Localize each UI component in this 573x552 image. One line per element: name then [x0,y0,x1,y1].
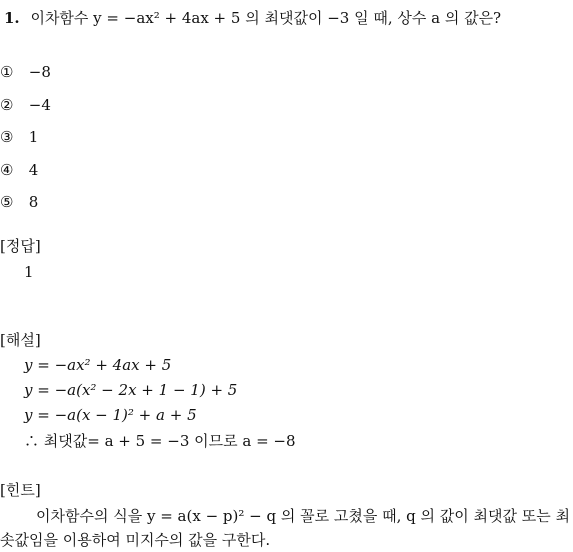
choice-5[interactable] [0,192,38,212]
explanation-label: [해설] [0,331,41,349]
choice-marker: ② [0,96,14,114]
choice-marker: ① [0,63,14,81]
question [4,8,501,28]
explanation-line: y = −ax² + 4ax + 5 [24,356,172,374]
choice-4[interactable] [0,160,38,180]
answer-value: 1 [24,263,34,281]
choice-value: −4 [28,96,51,114]
choice-value: 1 [28,128,39,146]
choice-marker: ④ [0,161,14,179]
choice-value: −8 [28,63,51,81]
choice-value: 4 [28,161,39,179]
hint-text-block [0,504,573,552]
choice-marker: ⑤ [0,193,14,211]
choice-2[interactable] [0,95,51,115]
choice-value: 8 [28,193,39,211]
explanation-line: y = −a(x² − 2x + 1 − 1) + 5 [24,381,238,399]
hint-label: [힌트] [0,481,41,499]
explanation-line: y = −a(x − 1)² + a + 5 [24,406,197,424]
question-text: 이차함수 y = −ax² + 4ax + 5 의 최댓값이 −3 일 때, 상수 a 의 값은? [30,9,502,27]
choice-3[interactable] [0,127,38,147]
hint-text: 이차함수의 식을 y = a(x − p)² − q 의 꼴로 고쳤을 때, q 의 값이 최댓값 또는 최솟값임을 이용하여 미지수의 값을 구한다. [0,507,570,549]
explanation-line: ∴ 최댓값= a + 5 = −3 이므로 a = −8 [24,432,296,450]
answer-label: [정답] [0,237,41,255]
question-number: 1. [4,9,20,27]
choice-marker: ③ [0,128,14,146]
choice-1[interactable] [0,62,51,82]
